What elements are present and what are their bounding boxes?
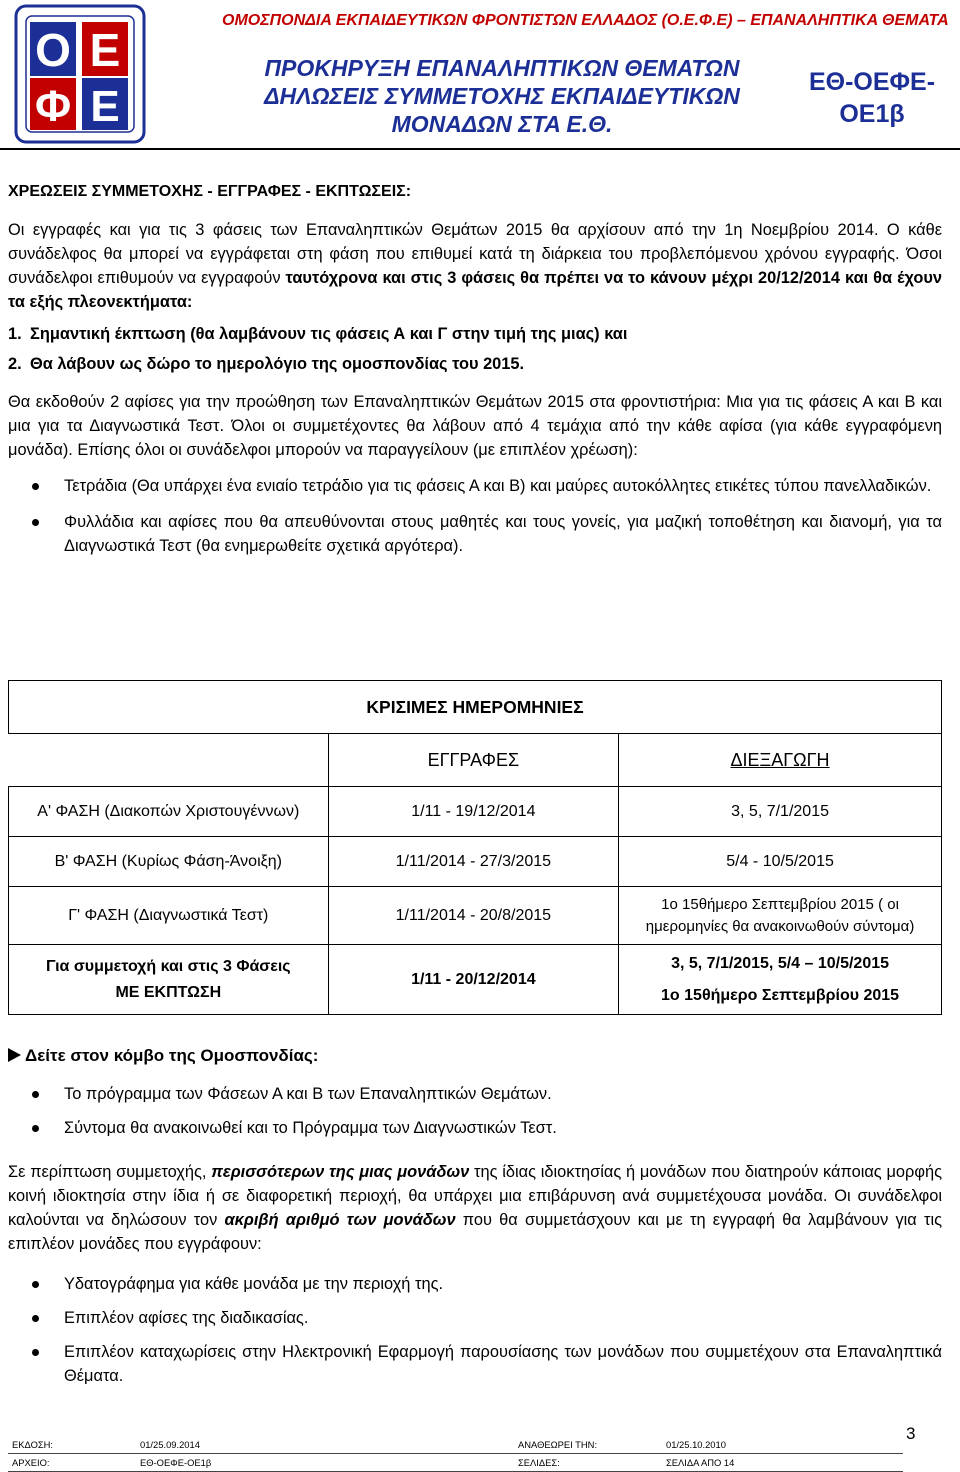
list-text: Το πρόγραμμα των Φάσεων Α και Β των Επαναληπτικών Θεμάτων.: [64, 1085, 552, 1103]
list-item: [8, 1340, 942, 1388]
conduct-cell: 5/4 - 10/5/2015: [619, 837, 942, 887]
revision-value: 01/25.10.2010: [662, 1436, 903, 1454]
list-item: [8, 1272, 942, 1296]
conduct-line: 1ο 15θήμερο Σεπτεμβρίου 2015 ( οι: [661, 895, 899, 913]
issue-value: 01/25.09.2014: [136, 1436, 514, 1454]
conduct-line: 3, 5, 7/1/2015, 5/4 – 10/5/2015: [671, 954, 890, 972]
table-row: [9, 787, 942, 837]
key-dates-table: [8, 680, 942, 1015]
logo-letter-o: Ο: [35, 24, 71, 76]
page-number: 3: [906, 1424, 916, 1443]
bullet-icon: [32, 519, 39, 526]
registration-cell: 1/11/2014 - 27/3/2015: [328, 837, 619, 887]
list-item: [8, 1116, 942, 1140]
header-title-line-2: ΔΗΛΩΣΕΙΣ ΣΥΜΜΕΤΟΧΗΣ ΕΚΠΑΙΔΕΥΤΙΚΩΝ: [264, 83, 740, 109]
order-bullets: [8, 474, 942, 558]
conduct-cell: [619, 887, 942, 945]
registration-paragraph: [8, 218, 942, 314]
registration-cell: 1/11/2014 - 20/8/2015: [328, 887, 619, 945]
paragraph-run-emphasis: ακριβή αριθμό των μονάδων: [224, 1211, 456, 1229]
paragraph-run: της ίδιας ιδιοκτησίας ή μονάδων που διατηρούν κάποιας μορφής κοινή ιδιοκτησία στην ίδια ή σε διαφορετική περιοχή, θα υπάρχει μια επιβάρυνση ανά συμμετέχουσα μονάδα. Οι συνάδελφοι καλούνται να δηλώσουν τον: [8, 1163, 942, 1229]
document-header: [0, 0, 960, 150]
paragraph-run: που θα συμμετάσχουν και με τη εγγραφή θα λαμβάνουν για τις επιπλέον μονάδες που εγγράφουν:: [8, 1211, 943, 1253]
table-row: [9, 945, 942, 1015]
bullet-icon: [32, 1349, 39, 1356]
list-text: Φυλλάδια και αφίσες που θα απευθύνονται στους μαθητές και τους γονείς, για μαζική τοποθέτηση και διανομή, για τα Διαγνωστικά Τεστ (θα ενημερωθείτε σχετικά αργότερα).: [64, 513, 942, 555]
registration-cell: 1/11 - 20/12/2014: [328, 945, 619, 1015]
paragraph-run-emphasis: περισσότερων της μιας μονάδων: [211, 1163, 470, 1181]
bullet-icon: [32, 1091, 39, 1098]
list-number: 2.: [8, 355, 22, 373]
phase-line: ΜΕ ΕΚΠΤΩΣΗ: [115, 983, 222, 1001]
registration-paragraph-text: Οι εγγραφές και για τις 3 φάσεις των Επαναληπτικών Θεμάτων 2015 θα αρχίσουν από την 1η Νοεμβρίου 2014. Ο κάθε συνάδελφος θα μπορεί να εγγράφεται στη φάση που επιθυμεί κατά τη διάρκεια του προβλεπόμενου χρόνου εγγραφής. Όσοι συνάδελφοι επιθυμούν να εγγραφούν: [8, 221, 942, 287]
file-label: ΑΡΧΕΙΟ:: [8, 1454, 136, 1472]
list-text: Σημαντική έκπτωση (θα λαμβάνουν τις φάσεις Α και Γ στην τιμή της μιας) και: [30, 325, 628, 343]
table-row: [9, 837, 942, 887]
header-title-line-3: ΜΟΝΑΔΩΝ ΣΤΑ Ε.Θ.: [391, 111, 613, 137]
website-heading-text: Δείτε στον κόμβο της Ομοσπονδίας:: [25, 1046, 319, 1065]
extras-bullets: [8, 1272, 942, 1388]
list-item: [8, 1082, 942, 1106]
conduct-cell: [619, 945, 942, 1015]
conduct-line: 1ο 15θήμερο Σεπτεμβρίου 2015: [661, 986, 900, 1004]
conduct-cell: 3, 5, 7/1/2015: [619, 787, 942, 837]
bullet-icon: [32, 1315, 39, 1322]
list-item: [8, 1306, 942, 1330]
list-item: [8, 510, 942, 558]
phase-cell: Γ' ΦΑΣΗ (Διαγνωστικά Τεστ): [9, 887, 329, 945]
phase-line: Για συμμετοχή και στις 3 Φάσεις: [45, 957, 291, 975]
website-section: [8, 1044, 942, 1398]
list-text: Υδατογράφημα για κάθε μονάδα με την περιοχή της.: [64, 1275, 444, 1294]
issue-label: ΕΚΔΟΣΗ:: [8, 1436, 136, 1454]
list-text: Τετράδια (Θα υπάρχει ένα ενιαίο τετράδιο για τις φάσεις Α και Β) και μαύρες αυτοκόλλητες ετικέτες τύπου πανελλαδικών.: [64, 477, 932, 495]
conduct-line: ημερομηνίες θα ανακοινωθούν σύντομα): [645, 917, 915, 935]
bullet-icon: [32, 483, 39, 490]
revision-label: ΑΝΑΘΕΩΡΕΙ ΤΗΝ:: [514, 1436, 662, 1454]
table-title: ΚΡΙΣΙΜΕΣ ΗΜΕΡΟΜΗΝΙΕΣ: [9, 681, 942, 734]
document-footer: [8, 1436, 903, 1472]
list-text: Θα λάβουν ως δώρο το ημερολόγιο της ομοσπονδίας του 2015.: [30, 355, 525, 373]
header-divider: [0, 148, 960, 150]
list-item: [8, 322, 942, 346]
list-text: Σύντομα θα ανακοινωθεί και το Πρόγραμμα των Διαγνωστικών Τεστ.: [64, 1119, 557, 1137]
header-top-line: ΟΜΟΣΠΟΝΔΙΑ ΕΚΠΑΙΔΕΥΤΙΚΩΝ ΦΡΟΝΤΙΣΤΩΝ ΕΛΛΑΔΟΣ (Ο.Ε.Φ.Ε) – ΕΠΑΝΑΛΗΠΤΙΚΑ ΘΕΜΑΤΑ: [222, 12, 949, 29]
table-empty-cell: [9, 734, 329, 787]
document-code-line-2: ΟΕ1β: [839, 100, 905, 128]
logo-letter-f: Φ: [34, 82, 72, 131]
website-bullets: [8, 1082, 942, 1140]
registration-cell: 1/11 - 19/12/2014: [328, 787, 619, 837]
column-header-conduct-text: ΔΙΕΞΑΓΩΓΗ: [730, 749, 830, 770]
column-header-conduct: [619, 734, 942, 787]
pages-value: ΣΕΛΙΔΑ ΑΠΟ 14: [662, 1454, 903, 1472]
list-item: [8, 352, 942, 376]
pages-label: ΣΕΛΙΔΕΣ:: [514, 1454, 662, 1472]
section-title: ΧΡΕΩΣΕΙΣ ΣΥΜΜΕΤΟΧΗΣ - ΕΓΓΡΑΦΕΣ - ΕΚΠΤΩΣΕΙΣ:: [8, 183, 412, 200]
benefits-list: [8, 322, 942, 376]
phase-cell: [9, 945, 329, 1015]
bullet-icon: [32, 1125, 39, 1132]
list-number: 1.: [8, 325, 22, 343]
phase-cell: Β' ΦΑΣΗ (Κυρίως Φάση-Άνοιξη): [9, 837, 329, 887]
posters-paragraph: Θα εκδοθούν 2 αφίσες για την προώθηση των Επαναληπτικών Θεμάτων 2015 στα φροντιστήρια: Μια για τις φάσεις Α και Β και μια για τα Διαγνωστικά Τεστ. Όλοι οι συμμετέχοντες θα λάβουν από 4 τεμάχια από την κάθε αφίσα (για κάθε εγγραφόμενη μονάδα). Επίσης όλοι οι συνάδελφοι μπορούν να παραγγείλουν (με επιπλέον χρέωση):: [8, 393, 942, 459]
paragraph-run: Σε περίπτωση συμμετοχής,: [8, 1163, 212, 1181]
logo-letter-e1: Ε: [89, 24, 121, 76]
registration-section: [8, 180, 942, 570]
bullet-icon: [32, 1281, 39, 1288]
list-text: Επιπλέον αφίσες της διαδικασίας.: [64, 1309, 309, 1328]
header-title-line-1: ΠΡΟΚΗΡΥΞΗ ΕΠΑΝΑΛΗΠΤΙΚΩΝ ΘΕΜΑΤΩΝ: [264, 55, 740, 81]
oefe-logo: [14, 4, 146, 144]
list-text: Επιπλέον καταχωρίσεις στην Ηλεκτρονική Εφαρμογή παρουσίασης των μονάδων που συμμετέχουν στα Επαναληπτικά Θέματα.: [64, 1343, 942, 1386]
column-header-registrations: ΕΓΓΡΑΦΕΣ: [328, 734, 619, 787]
document-code: [792, 66, 952, 130]
document-code-line-1: ΕΘ-ΟΕΦΕ-: [808, 68, 936, 96]
file-value: ΕΘ-ΟΕΦΕ-ΟΕ1β: [136, 1454, 514, 1472]
table-row: [9, 887, 942, 945]
arrow-right-icon: [8, 1048, 21, 1062]
list-item: [8, 474, 942, 498]
website-heading: [8, 1044, 942, 1068]
phase-cell: Α' ΦΑΣΗ (Διακοπών Χριστουγέννων): [9, 787, 329, 837]
logo-letter-e2: Ε: [90, 82, 120, 131]
header-title: [222, 54, 782, 138]
registration-paragraph-bold: ταυτόχρονα και στις 3 φάσεις θα πρέπει να το κάνουν μέχρι 20/12/2014 και θα έχουν τα εξής πλεονεκτήματα:: [8, 269, 942, 311]
multiple-units-paragraph: [8, 1160, 942, 1256]
